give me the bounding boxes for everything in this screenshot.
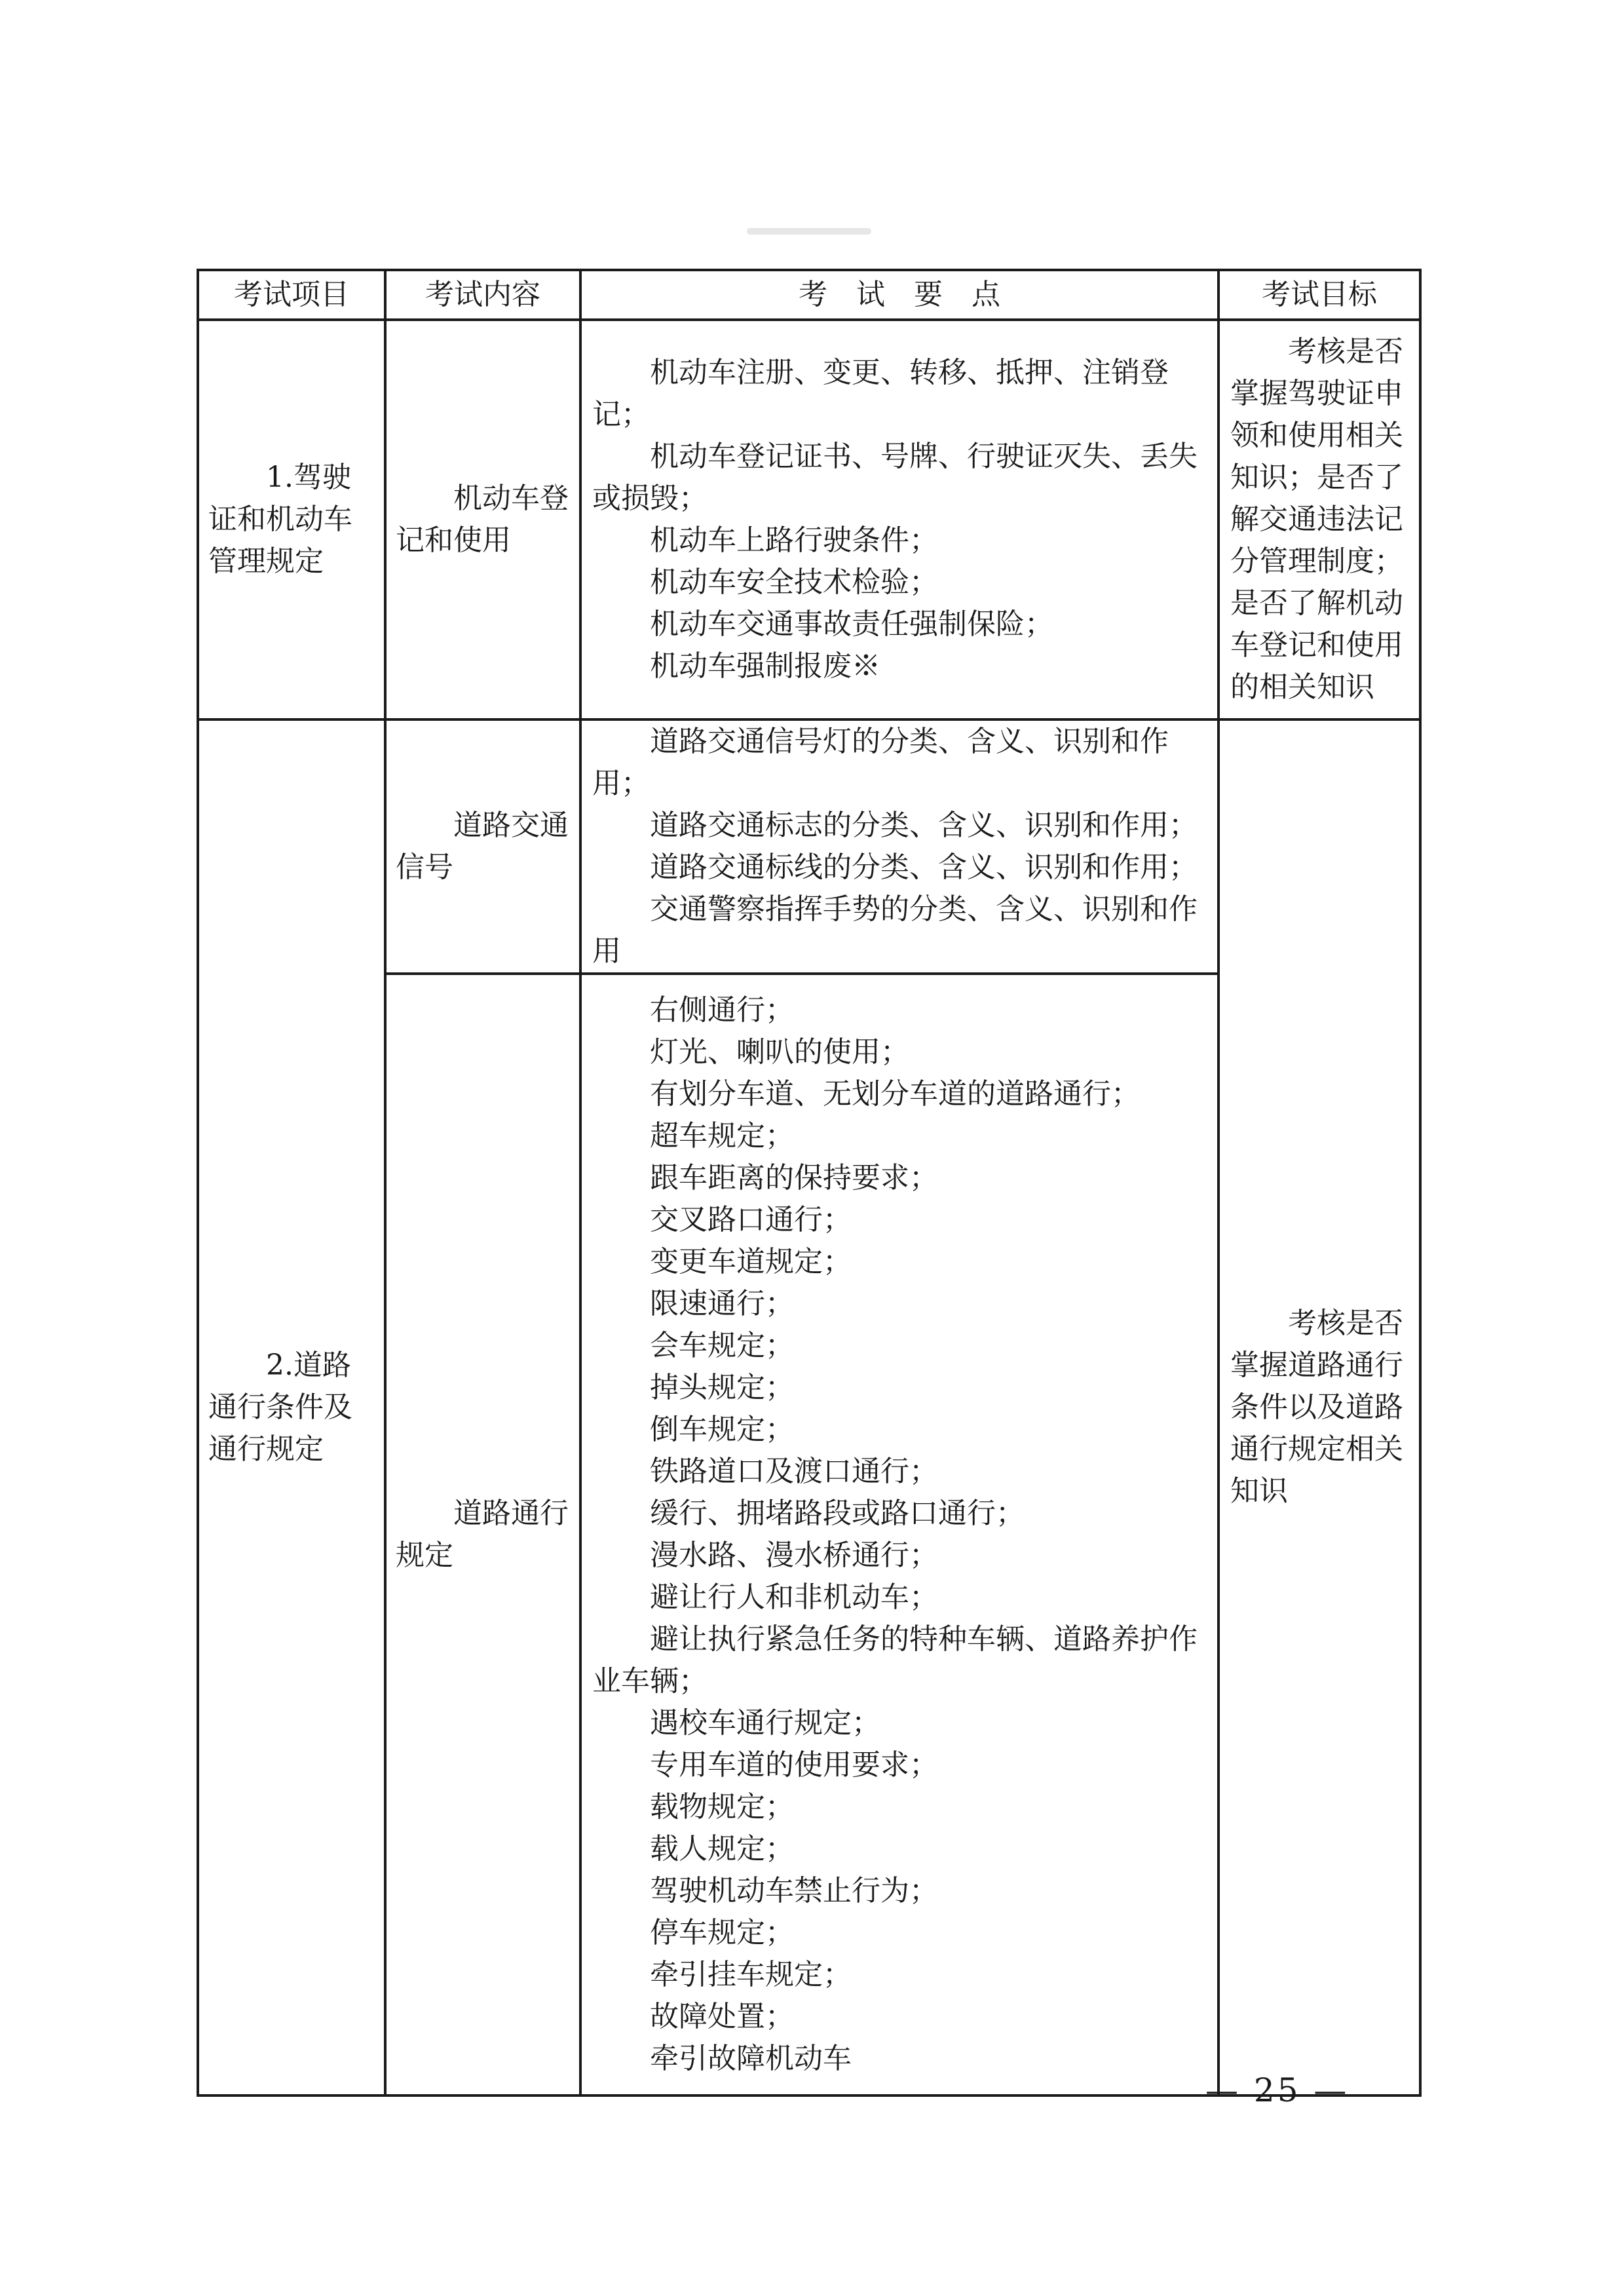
list-item: 超车规定； (650, 1119, 794, 1153)
points-list (592, 721, 1207, 972)
exam-item-cell: 1.驾驶证和机动车管理规定 (198, 320, 385, 719)
list-item: 机动车注册、变更、转移、抵押、注销登记； (592, 356, 1169, 431)
scan-artifact (747, 228, 871, 235)
list-item: 专用车道的使用要求； (650, 1748, 938, 1782)
list-item: 遇校车通行规定； (650, 1706, 880, 1740)
list-item: 载人规定； (650, 1832, 794, 1866)
list-item: 变更车道规定； (650, 1245, 852, 1278)
list-item: 掉头规定； (650, 1371, 794, 1404)
exam-content-cell: 机动车登记和使用 (385, 320, 580, 719)
list-item: 机动车安全技术检验； (650, 565, 938, 599)
list-item: 机动车强制报废※ (650, 649, 880, 683)
exam-content-cell: 道路交通信号 (385, 719, 580, 974)
list-item: 灯光、喇叭的使用； (650, 1035, 909, 1069)
header-exam-item: 考试项目 (198, 270, 385, 320)
list-item: 漫水路、漫水桥通行； (650, 1539, 938, 1572)
points-list (592, 989, 1207, 2080)
list-item: 缓行、拥堵路段或路口通行； (650, 1497, 1025, 1530)
list-item: 牵引故障机动车 (650, 2042, 852, 2075)
list-item: 故障处置； (650, 2000, 794, 2033)
list-item: 道路交通信号灯的分类、含义、识别和作用； (592, 725, 1169, 800)
header-exam-goal: 考试目标 (1218, 270, 1420, 320)
list-item: 避让行人和非机动车； (650, 1580, 938, 1614)
exam-item-cell: 2.道路通行条件及通行规定 (198, 719, 385, 2095)
list-item: 牵引挂车规定； (650, 1958, 852, 1991)
list-item: 机动车交通事故责任强制保险； (650, 607, 1053, 641)
list-item: 交通警察指挥手势的分类、含义、识别和作用 (592, 892, 1198, 968)
header-exam-content: 考试内容 (385, 270, 580, 320)
list-item: 避让执行紧急任务的特种车辆、道路养护作业车辆； (592, 1622, 1198, 1698)
exam-points-cell (580, 320, 1218, 719)
list-item: 停车规定； (650, 1916, 794, 1949)
list-item: 右侧通行； (650, 993, 794, 1027)
points-list (592, 352, 1207, 687)
exam-goal-cell: 考核是否掌握驾驶证申领和使用相关知识；是否了解交通违法记分管理制度；是否了解机动车登记和使用的相关知识 (1218, 320, 1420, 719)
exam-goal-cell: 考核是否掌握道路通行条件以及道路通行规定相关知识 (1218, 719, 1420, 2095)
exam-content-cell: 道路通行规定 (385, 974, 580, 2095)
list-item: 载物规定； (650, 1790, 794, 1824)
list-item: 会车规定； (650, 1329, 794, 1362)
list-item: 驾驶机动车禁止行为； (650, 1874, 938, 1907)
list-item: 倒车规定； (650, 1413, 794, 1446)
exam-points-cell (580, 974, 1218, 2095)
list-item: 有划分车道、无划分车道的道路通行； (650, 1077, 1140, 1111)
list-item: 限速通行； (650, 1287, 794, 1320)
list-item: 道路交通标志的分类、含义、识别和作用； (650, 809, 1198, 842)
list-item: 道路交通标线的分类、含义、识别和作用； (650, 851, 1198, 884)
header-exam-points: 考 试 要 点 (580, 270, 1218, 320)
page-number: — 25 — (1205, 2071, 1350, 2109)
list-item: 铁路道口及渡口通行； (650, 1455, 938, 1488)
table-header-row (198, 270, 1420, 320)
list-item: 跟车距离的保持要求； (650, 1161, 938, 1195)
table-row (198, 320, 1420, 719)
exam-table (197, 269, 1422, 2097)
list-item: 机动车登记证书、号牌、行驶证灭失、丢失或损毁； (592, 440, 1198, 515)
list-item: 交叉路口通行； (650, 1203, 852, 1236)
list-item: 机动车上路行驶条件； (650, 524, 938, 557)
exam-points-cell (580, 719, 1218, 974)
table-row (198, 719, 1420, 974)
